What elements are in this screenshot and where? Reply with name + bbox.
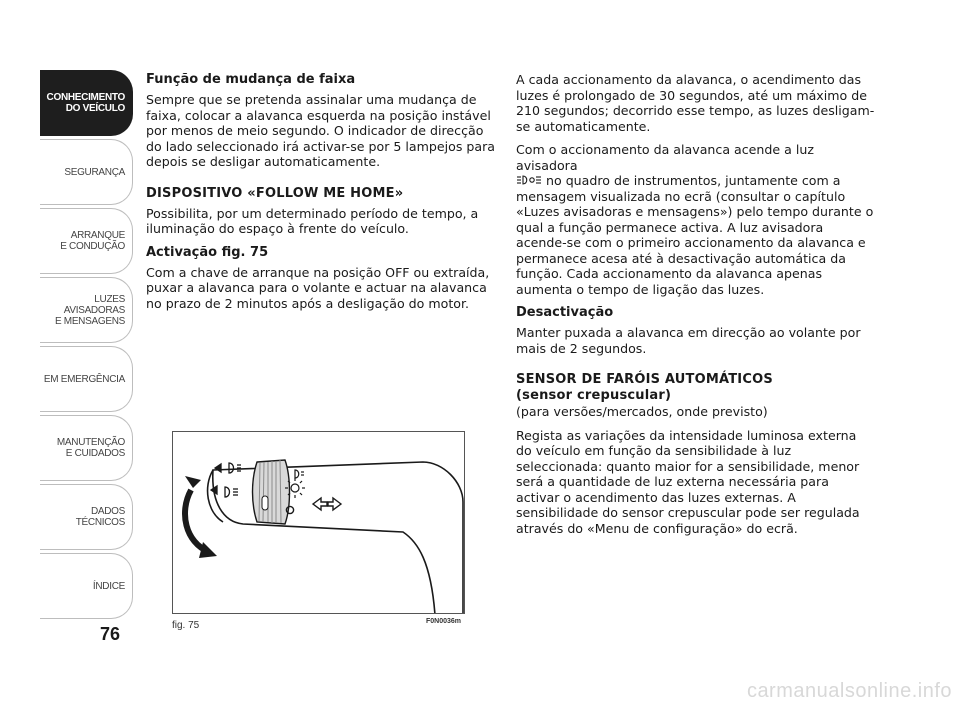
activation-paragraph: Com a chave de arranque na posição OFF ou extraída, puxar a alavanca para o volante e actuar na alavanca no prazo de 2 minutos após a desligação do motor. bbox=[146, 264, 490, 311]
tab-manutencao-e-cuidados[interactable]: MANUTENÇÃO E CUIDADOS bbox=[40, 415, 133, 481]
sensor-note: (para versões/mercados, onde previsto) bbox=[516, 404, 768, 419]
warning-light-text-start: Com o accionamento da alavanca acende a luz avisadora bbox=[516, 142, 814, 173]
warning-light-paragraph bbox=[516, 142, 876, 297]
deactivation-heading: Desactivação bbox=[516, 305, 614, 320]
figure-caption: fig. 75 bbox=[172, 620, 200, 631]
tab-luzes-avisadoras[interactable]: LUZES AVISADORAS E MENSAGENS bbox=[40, 277, 133, 343]
site-watermark: carmanualsonline.info bbox=[746, 680, 952, 702]
lane-change-heading: Função de mudança de faixa bbox=[146, 72, 356, 87]
lane-change-paragraph: Sempre que se pretenda assinalar uma mudança de faixa, colocar a alavanca esquerda na posição instável por menos de meio segundo. O indicador de direcção do lado seleccionado irá activar-se por 5 lampejos para depois se desligar automaticamente. bbox=[146, 92, 496, 169]
rotation-arrow-icon bbox=[185, 476, 217, 558]
sensor-heading: SENSOR DE FARÓIS AUTOMÁTICOS bbox=[516, 372, 773, 387]
duration-paragraph: A cada accionamento da alavanca, o acendimento das luzes é prolongado de 30 segundos, até um máximo de 210 segundos; decorrido esse tempo, as luzes desligam-se automaticamente. bbox=[516, 72, 875, 134]
warning-light-text-rest: no quadro de instrumentos, juntamente com a mensagem visualizada no ecrã (consultar o capítulo «Luzes avisadoras e mensagens») pelo tempo durante o qual a função permanece activa. A luz avisadora acende-se com o primeiro accionamento da alavanca e permanece acesa até à desactivação automática da função. Cada accionamento da alavanca apenas aumenta o tempo de ligação das luzes. bbox=[516, 173, 874, 297]
figure-75 bbox=[172, 431, 465, 614]
sensor-subheading: (sensor crepuscular) bbox=[516, 388, 672, 403]
figure-code: F0N0036m bbox=[426, 618, 462, 625]
follow-me-home-icon bbox=[516, 174, 542, 186]
tab-conhecimento-do-veiculo[interactable]: CONHECIMENTO DO VEÍCULO bbox=[40, 70, 133, 136]
left-column bbox=[146, 72, 496, 319]
follow-me-home-heading: DISPOSITIVO «FOLLOW ME HOME» bbox=[146, 185, 404, 201]
sensor-paragraph: Regista as variações da intensidade luminosa externa do veículo em função da sensibilidade à luz seleccionada: quanto maior for a sensibilidade, menor será a quantidade de luz externa necessária para activar o acendimento das luzes externas. A sensibilidade do sensor crepuscular pode ser regulada através do «Menu de configuração» do ecrã. bbox=[516, 427, 860, 536]
follow-me-home-paragraph: Possibilita, por um determinado período de tempo, a iluminação do espaço à frente do veículo. bbox=[146, 205, 479, 236]
rotary-ring bbox=[253, 460, 290, 524]
tab-dados-tecnicos[interactable]: DADOS TÉCNICOS bbox=[40, 484, 133, 550]
lever-illustration bbox=[173, 432, 465, 614]
deactivation-paragraph: Manter puxada a alavanca em direcção ao volante por mais de 2 segundos. bbox=[516, 325, 861, 356]
tab-em-emergencia[interactable]: EM EMERGÊNCIA bbox=[40, 346, 133, 412]
tab-seguranca[interactable]: SEGURANÇA bbox=[40, 139, 133, 205]
page-number: 76 bbox=[100, 624, 121, 644]
activation-heading: Activação fig. 75 bbox=[146, 244, 269, 260]
tab-indice[interactable]: ÍNDICE bbox=[40, 553, 133, 619]
right-column bbox=[516, 72, 876, 544]
tab-arranque-e-conducao[interactable]: ARRANQUE E CONDUÇÃO bbox=[40, 208, 133, 274]
